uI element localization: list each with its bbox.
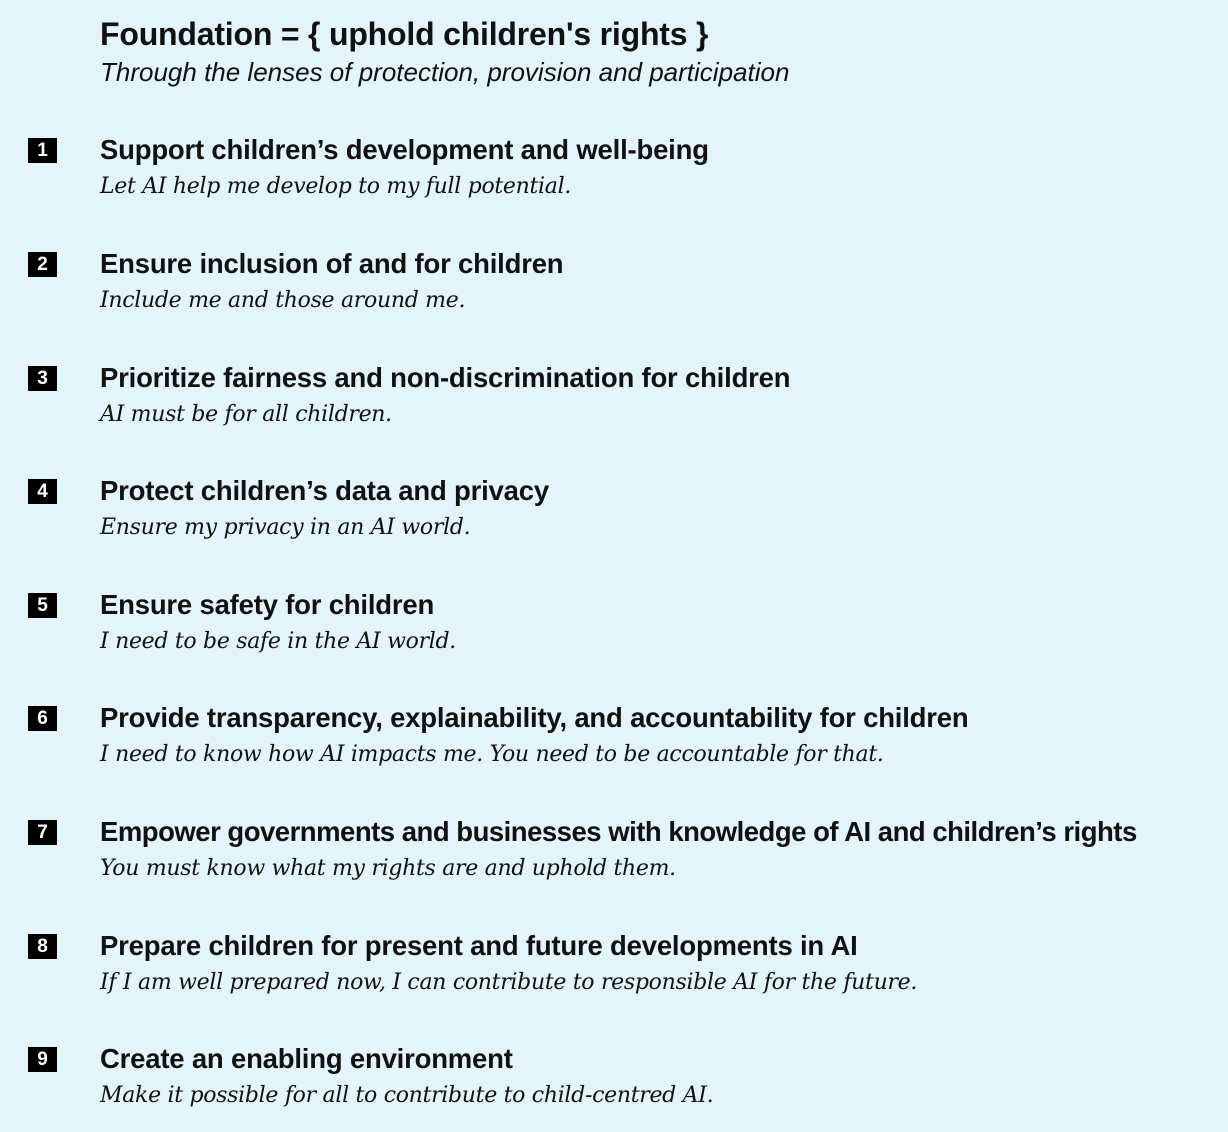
principle-quote: Include me and those around me. <box>100 288 466 313</box>
principle-title: Ensure inclusion of and for children <box>100 248 564 279</box>
principle-quote: Let AI help me develop to my full potential. <box>100 174 572 199</box>
principle-title: Prioritize fairness and non-discrimination for children <box>100 362 791 393</box>
page-title: Foundation = { uphold children's rights } <box>100 16 709 52</box>
principle-number-badge: 7 <box>28 820 57 845</box>
header <box>100 14 789 89</box>
principle-quote: I need to know how AI impacts me. You need to be accountable for that. <box>100 742 884 767</box>
principle-title: Prepare children for present and future developments in AI <box>100 930 858 961</box>
principle-title: Empower governments and businesses with knowledge of AI and children’s rights <box>100 816 1137 847</box>
principle-number-badge: 2 <box>28 252 57 277</box>
principle-title: Support children’s development and well-being <box>100 134 709 165</box>
principle-number-badge: 6 <box>28 706 57 731</box>
principle-number-badge: 5 <box>28 593 57 618</box>
principle-quote: You must know what my rights are and uphold them. <box>100 856 676 881</box>
page-subtitle: Through the lenses of protection, provision and participation <box>100 57 790 87</box>
principle-quote: Ensure my privacy in an AI world. <box>100 515 471 540</box>
principle-quote: If I am well prepared now, I can contribute to responsible AI for the future. <box>100 970 918 995</box>
principle-title: Create an enabling environment <box>100 1043 513 1074</box>
principle-number-badge: 9 <box>28 1047 57 1072</box>
principle-title: Ensure safety for children <box>100 589 435 620</box>
principle-number-badge: 4 <box>28 479 57 504</box>
principle-quote: I need to be safe in the AI world. <box>100 629 457 654</box>
principle-title: Provide transparency, explainability, and accountability for children <box>100 702 969 733</box>
principle-number-badge: 3 <box>28 366 57 391</box>
principle-quote: AI must be for all children. <box>100 402 392 427</box>
principle-title: Protect children’s data and privacy <box>100 475 549 506</box>
principle-number-badge: 8 <box>28 934 57 959</box>
principle-quote: Make it possible for all to contribute to child-centred AI. <box>100 1083 714 1108</box>
principle-number-badge: 1 <box>28 138 57 163</box>
